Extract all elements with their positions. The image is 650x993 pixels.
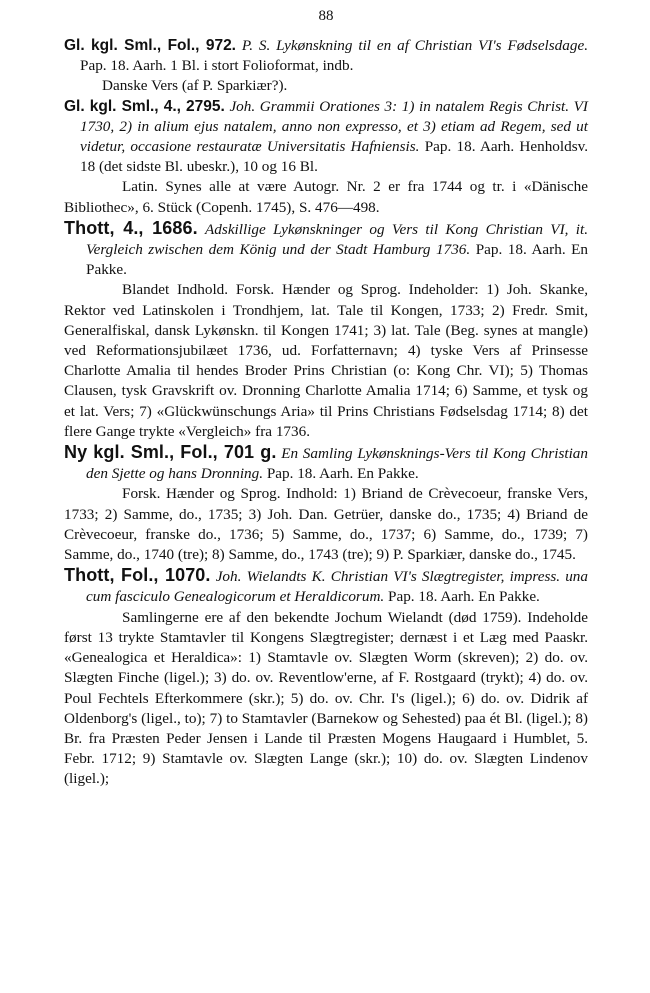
entry-description: Pap. 18. Aarh. 1 Bl. i stort Folioformat, indb.: [80, 57, 354, 75]
entry-title: Adskillige Lykønskninger og Vers til Kong Christian VI, it. Vergleich zwischen dem König und der Stadt Hamburg 1736.: [86, 220, 589, 259]
entry-note: Blandet Indhold. Forsk. Hænder og Sprog. Indeholder: 1) Joh. Skanke, Rektor ved Latinskolen i Trondhjem, lat. Tale til Kongen, 1733; 2) Fredr. Smit, Generalfiskal, dansk Lykønskn. til Kongen 1741; 3) lat. Tale (Beg. synes at mangle) ved Reformationsjubilæet 1736, ud. Forfatternavn; 4) tyske Vers af Prinsesse Charlotte Amalia til hendes Broder Prins Christian (o: Kong Chr. VI); 5) Thomas Clausen, tysk Gravskrift ov. Dronning Charlotte Amalia 1714; 6) Samme, et tysk og et lat. Vers; 7) «Glückwünschungs Aria» til Prins Christians Fødselsdag 1714; 8) det flere Gange trykte «Vergleich» fra 1736.: [64, 281, 588, 440]
catalog-content: [64, 36, 588, 790]
catalog-entry: [64, 565, 588, 789]
entry-title: En Samling Lykønsknings-Vers til Kong Christian den Sjette og hans Dronning.: [86, 445, 588, 483]
catalog-entry: [64, 442, 588, 565]
catalog-entry: [64, 97, 588, 218]
page-number: 88: [318, 8, 334, 24]
entry-heading: [64, 36, 588, 76]
shelf-mark: Thott, 4., 1686.: [64, 217, 198, 238]
entry-description: Pap. 18. Aarh. Henholdsv. 18 (det sidste Bl. ubeskr.), 10 og 16 Bl.: [80, 138, 589, 176]
entry-description: Pap. 18. Aarh. En Pakke.: [388, 588, 540, 606]
entry-heading: [64, 97, 588, 178]
entry-heading: [64, 442, 588, 484]
shelf-mark: Gl. kgl. Sml., Fol., 972.: [64, 37, 236, 54]
catalog-entry: [64, 36, 588, 97]
entry-note: Latin. Synes alle at være Autogr. Nr. 2 er fra 1744 og tr. i «Dänische Bibliothec», 6. Stück (Copenh. 1745), S. 476—498.: [64, 178, 588, 216]
entry-note: Danske Vers (af P. Sparkiær?).: [102, 77, 288, 95]
entry-heading: [64, 565, 588, 607]
entry-description: Pap. 18. Aarh. En Pakke.: [86, 241, 588, 279]
shelf-mark: Gl. kgl. Sml., 4., 2795.: [64, 97, 225, 115]
shelf-mark: Ny kgl. Sml., Fol., 701 g.: [64, 442, 277, 463]
shelf-mark: Thott, Fol., 1070.: [64, 565, 211, 586]
entry-heading: [64, 218, 588, 281]
entry-note: Samlingerne ere af den bekendte Jochum Wielandt (død 1759). Indeholde først 13 trykte Stamtavler til Kongens Slægtregister; dernæst i et Læg med Paaskr. «Genealogica et Heraldica»: 1) Stamtavle ov. Slægten Worm (skreven); 2) do. ov. Slægten Finche (ligel.); 3) do. ov. Reventlow'erne, af F. Rostgaard (trykt); 4) do. ov. Poul Fechtels Efterkommere (skr.); 5) do. ov. Chr. I's (ligel.); 6) do. ov. Didrik af Oldenborg's (ligel., to); 7) to Stamtavler (Barnekow og Sehested) paa ét Bl. (ligel.); 8) Br. fra Præsten Peder Jensen i Lande til Præsten Mogens Haugaard i Humblet, 5. Febr. 1712; 9) Stamtavle ov. Slægten Lange (skr.); 10) do. ov. Slægten Lindenov (ligel.);: [64, 608, 588, 788]
entry-title: Joh. Wielandts K. Christian VI's Slægtregister, impress. una cum fasciculo Genealogicorum et Heraldicorum.: [86, 568, 588, 606]
entry-description: Pap. 18. Aarh. En Pakke.: [266, 465, 419, 483]
entry-title: Joh. Grammii Orationes 3: 1) in natalem Regis Christ. VI 1730, 2) in alium ejus natalem, anno non expresso, et 3) etiam ad Regem, sed ut videtur, occasione restauratæ Universitatis Hafniensis.: [80, 97, 588, 156]
catalog-entry: [64, 218, 588, 442]
entry-title: P. S. Lykønskning til en af Christian VI's Fødselsdage.: [241, 37, 589, 54]
entry-note: Forsk. Hænder og Sprog. Indhold: 1) Briand de Crèvecoeur, franske Vers, 1733; 2) Samme, do., 1735; 3) Joh. Dan. Getrüer, danske do., 1735; 4) Briand de Crèvecoeur, franske do., 1736; 5) Samme, do., 1737; 6) Samme, do., 1739; 7) Samme, do., 1740 (tre); 8) Samme, do., 1743 (tre); 9) P. Sparkiær, danske do., 1745.: [64, 485, 588, 564]
